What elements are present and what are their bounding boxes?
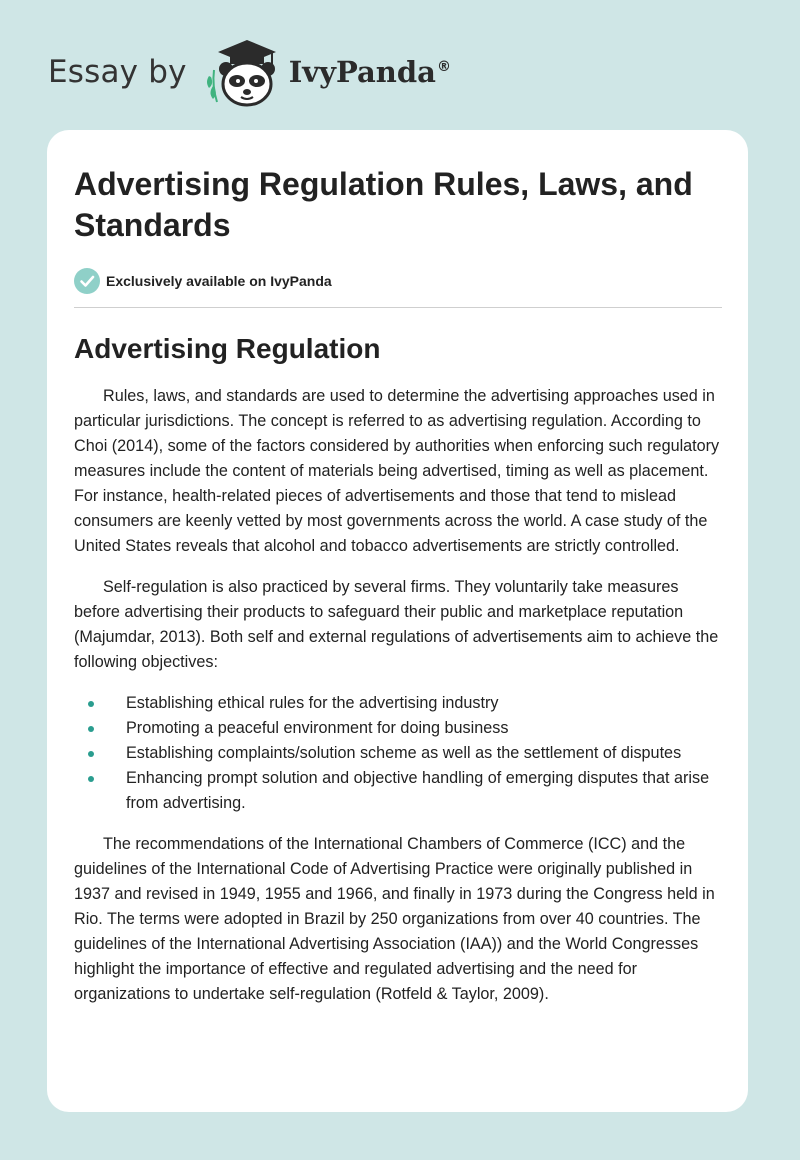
paragraph: Rules, laws, and standards are used to determine the advertising approaches used in particular jurisdictions. The concept is referred to as advertising regulation. According to Choi (2014), some of the factors considered by authorities when enforcing such regulatory measures include the content of materials being advertised, timing as well as placement. For instance, health-related pieces of advertisements and those that tend to mislead consumers are keenly vetted by most governments across the world. A case study of the United States reveals that alcohol and tobacco advertisements are strictly controlled.	[74, 387, 720, 555]
list-item	[74, 691, 722, 716]
objectives-list	[74, 691, 722, 816]
list-item-text: Enhancing prompt solution and objective handling of emerging disputes that arise from advertising.	[126, 769, 710, 812]
title-divider	[74, 307, 722, 308]
brand-name[interactable]	[289, 55, 451, 89]
list-item	[74, 716, 722, 741]
site-header	[48, 36, 451, 108]
registered-mark: ®	[436, 59, 451, 76]
bullet-icon	[88, 776, 94, 782]
brand-name-text: IvyPanda	[288, 55, 436, 89]
paragraph: Self-regulation is also practiced by several firms. They voluntarily take measures before advertising their products to safeguard their public and marketplace reputation (Majumdar, 2013). Both self and external regulations of advertisements aim to achieve the following objectives:	[74, 578, 719, 671]
bullet-icon	[88, 701, 94, 707]
bullet-icon	[88, 726, 94, 732]
section-heading: Advertising Regulation	[74, 333, 381, 364]
article-title: Advertising Regulation Rules, Laws, and Standards	[74, 166, 693, 243]
exclusive-badge-text: Exclusively available on IvyPanda	[106, 273, 332, 289]
brand-prefix: Essay by	[48, 54, 187, 90]
list-item-text: Establishing ethical rules for the advertising industry	[126, 694, 499, 712]
paragraph: The recommendations of the International Chambers of Commerce (ICC) and the guidelines of the International Code of Advertising Practice were originally published in 1937 and revised in 1949, 1955 and 1966, and finally in 1973 during the Congress held in Rio. The terms were adopted in Brazil by 250 organizations from over 40 countries. The guidelines of the International Advertising Association (IAA)) and the World Congresses highlight the importance of effective and regulated advertising and the need for organizations to undertake self-regulation (Rotfeld & Taylor, 2009).	[74, 835, 715, 1003]
list-item-text: Establishing complaints/solution scheme as well as the settlement of disputes	[126, 744, 682, 762]
panda-graduate-icon[interactable]	[201, 36, 285, 108]
list-item	[74, 766, 722, 816]
check-circle-icon	[74, 268, 100, 294]
list-item-text: Promoting a peaceful environment for doing business	[126, 719, 509, 737]
exclusive-badge	[74, 268, 722, 294]
bullet-icon	[88, 751, 94, 757]
article-card	[47, 130, 748, 1112]
list-item	[74, 741, 722, 766]
